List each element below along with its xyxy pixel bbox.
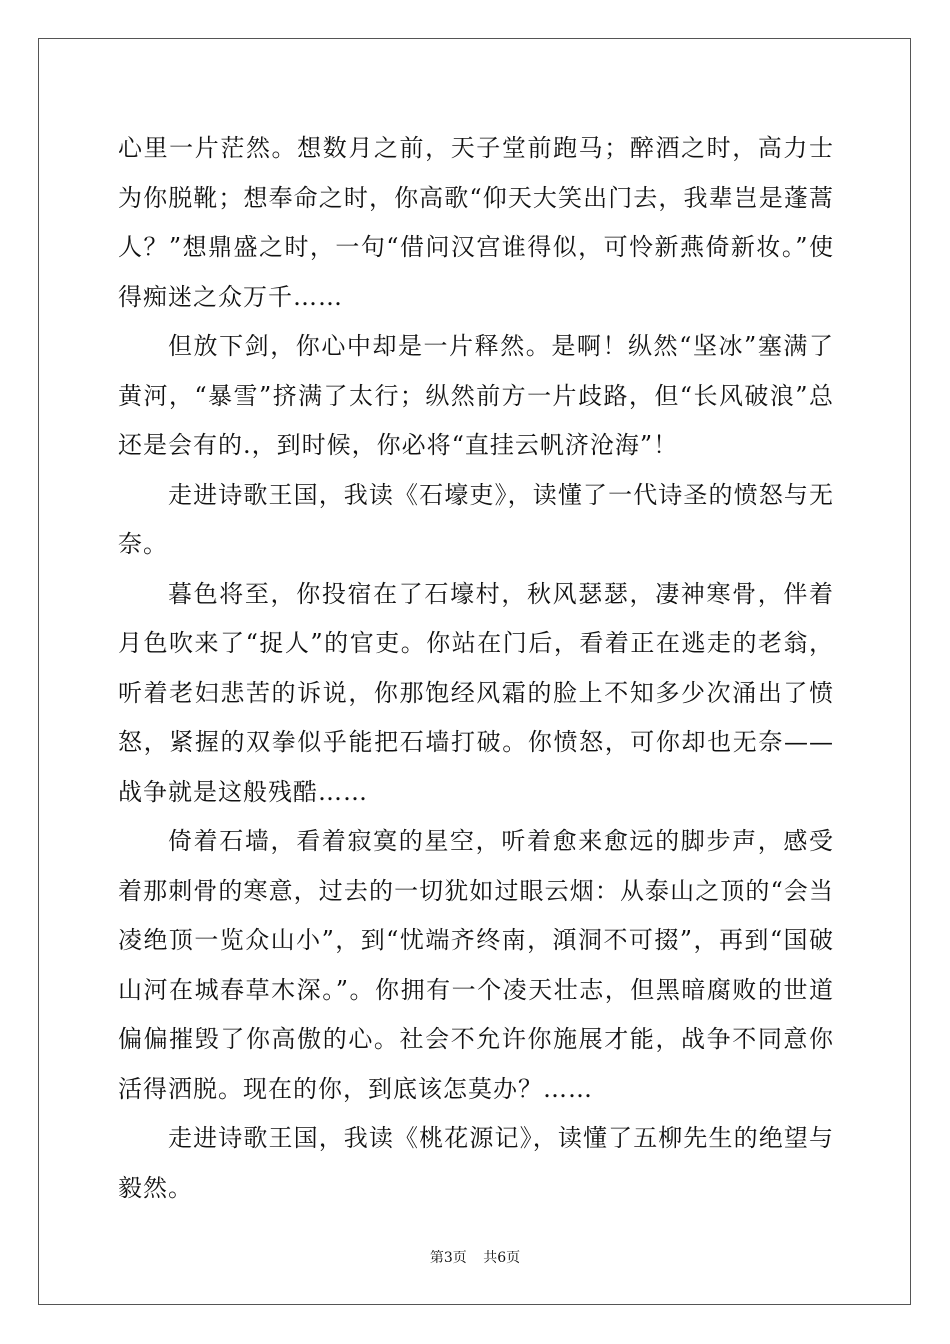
paragraph-4: 暮色将至，你投宿在了石壕村，秋风瑟瑟，凄神寒骨，伴着月色吹来了“捉人”的官吏。你站在门后，看着正在逃走的老翁，听着老妇悲苦的诉说，你那饱经风霜的脸上不知多少次涌出了愤怒，紧握的双拳似乎能把石墙打破。你愤怒，可你却也无奈——战争就是这般残酷……: [118, 579, 834, 806]
document-body: [118, 124, 834, 1213]
paragraph-5: 倚着石墙，看着寂寞的星空，听着愈来愈远的脚步声，感受着那刺骨的寒意，过去的一切犹如过眼云烟：从泰山之顶的“会当凌绝顶一览众山小”，到“忧端齐终南，澒洞不可掇”，再到“国破山河在城春草木深。”。你拥有一个凌天壮志，但黑暗腐败的世道偏偏摧毁了你高傲的心。社会不允许你施展才能，战争不同意你活得洒脱。现在的你，到底该怎莫办？……: [118, 827, 834, 1103]
paragraph-6: 走进诗歌王国，我读《桃花源记》，读懂了五柳先生的绝望与毅然。: [118, 1124, 834, 1202]
page-total: 共6页: [483, 1250, 521, 1266]
paragraph-1: 心里一片茫然。想数月之前，天子堂前跑马；醉酒之时，高力士为你脱靴；想奉命之时，你高歌“仰天大笑出门去，我辈岂是蓬蒿人？”想鼎盛之时，一句“借问汉宫谁得似，可怜新燕倚新妆。”使得痴迷之众万千……: [118, 134, 834, 311]
paragraph-3: 走进诗歌王国，我读《石壕吏》，读懂了一代诗圣的愤怒与无奈。: [118, 480, 834, 558]
paragraph-2: 但放下剑，你心中却是一片释然。是啊！纵然“坚冰”塞满了黄河，“暴雪”挤满了太行；纵然前方一片歧路，但“长风破浪”总还是会有的.，到时候，你必将“直挂云帆济沧海”！: [118, 332, 834, 459]
page-number: 第3页: [429, 1250, 467, 1266]
page-footer: [0, 1247, 950, 1267]
